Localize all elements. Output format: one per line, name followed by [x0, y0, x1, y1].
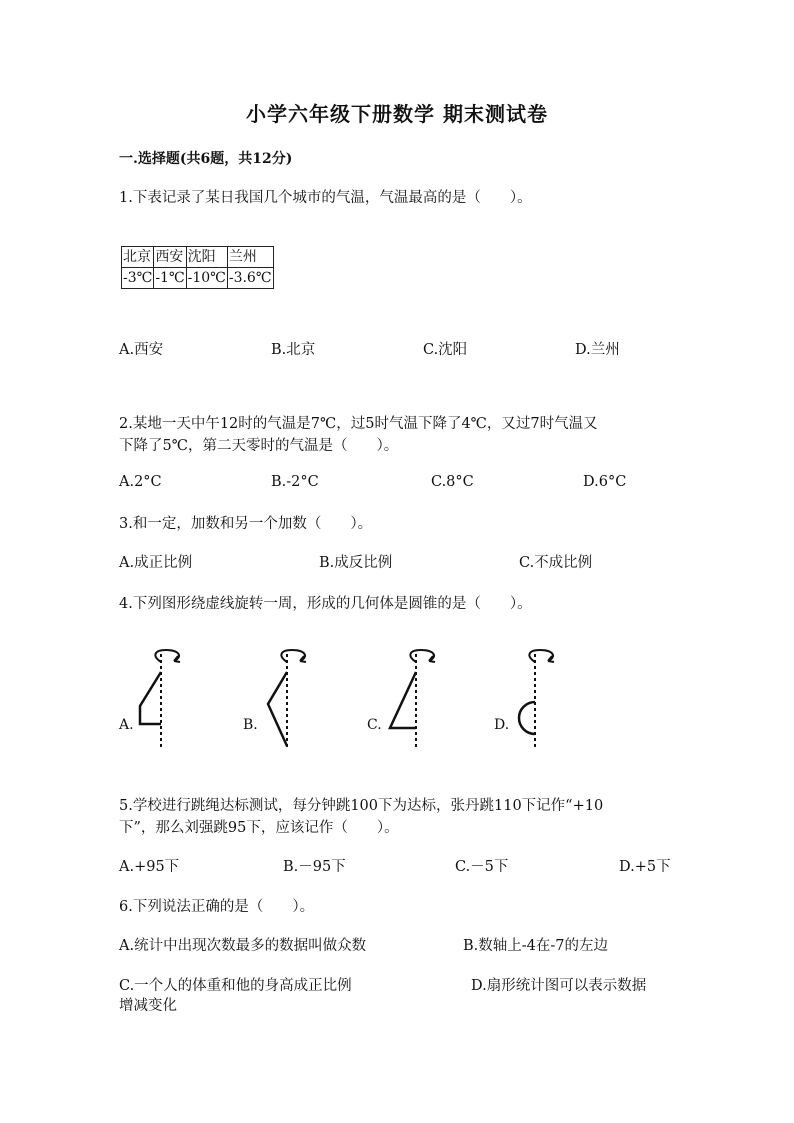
table-cell-temp: -3℃ — [122, 268, 154, 289]
q5-option-d: D.+5下 — [619, 859, 671, 875]
question-4-text: 4.下列图形绕虚线旋转一周，形成的几何体是圆锥的是（ ）。 — [119, 596, 532, 612]
table-row-temps — [122, 268, 274, 289]
q2-option-c: C.8°C — [431, 474, 474, 490]
question-5-line2: 下”，那么刘强跳95下，应该记作（ ）。 — [119, 820, 399, 836]
q6-option-a: A.统计中出现次数最多的数据叫做众数 — [119, 938, 367, 954]
q3-option-c: C.不成比例 — [519, 555, 593, 571]
figure-b-label: B. — [243, 717, 258, 733]
table-row-cities — [122, 247, 274, 268]
q2-option-a: A.2°C — [119, 474, 162, 490]
table-cell-temp: -1℃ — [154, 268, 186, 289]
figure-c-diagram — [387, 648, 447, 758]
q1-option-b: B.北京 — [271, 342, 316, 358]
q1-option-c: C.沈阳 — [423, 342, 468, 358]
q2-option-d: D.6°C — [583, 474, 627, 490]
question-3-text: 3.和一定，加数和另一个加数（ ）。 — [119, 516, 373, 532]
question-6-text: 6.下列说法正确的是（ ）。 — [119, 899, 315, 915]
table-cell-temp: -3.6℃ — [227, 268, 273, 289]
question-1-text: 1.下表记录了某日我国几个城市的气温，气温最高的是（ ）。 — [119, 190, 532, 206]
figure-d-label: D. — [494, 717, 510, 733]
figure-a-label: A. — [119, 717, 134, 733]
q3-option-a: A.成正比例 — [119, 555, 193, 571]
q5-option-c: C.－5下 — [455, 859, 509, 875]
q6-option-d-line2: 增减变化 — [119, 998, 177, 1014]
temperature-table — [121, 246, 274, 289]
q5-option-b: B.－95下 — [283, 859, 346, 875]
q6-option-d-line1: D.扇形统计图可以表示数据 — [471, 978, 647, 994]
page-title: 小学六年级下册数学 期末测试卷 — [246, 102, 548, 126]
table-cell-city: 沈阳 — [186, 247, 227, 268]
q1-option-d: D.兰州 — [575, 342, 620, 358]
question-2-line1: 2.某地一天中午12时的气温是7℃，过5时气温下降了4℃，又过7时气温又 — [119, 416, 598, 432]
table-cell-city: 兰州 — [227, 247, 273, 268]
q3-option-b: B.成反比例 — [319, 555, 393, 571]
question-5-line1: 5.学校进行跳绳达标测试，每分钟跳100下为达标，张丹跳110下记作“+10 — [119, 798, 604, 814]
section-heading: 一.选择题(共6题，共12分) — [119, 151, 293, 167]
figure-b-diagram — [258, 648, 318, 758]
q6-option-b: B.数轴上-4在-7的左边 — [463, 938, 609, 954]
q6-option-c: C.一个人的体重和他的身高成正比例 — [119, 978, 352, 994]
table-cell-city: 北京 — [122, 247, 154, 268]
figure-a-diagram — [132, 648, 192, 758]
figure-c-label: C. — [367, 717, 382, 733]
table-cell-city: 西安 — [154, 247, 186, 268]
figure-d-diagram — [506, 648, 566, 758]
question-2-line2: 下降了5℃，第二天零时的气温是（ ）。 — [119, 438, 399, 454]
q5-option-a: A.+95下 — [119, 859, 180, 875]
q2-option-b: B.-2°C — [271, 474, 319, 490]
table-cell-temp: -10℃ — [186, 268, 227, 289]
q1-option-a: A.西安 — [119, 342, 164, 358]
